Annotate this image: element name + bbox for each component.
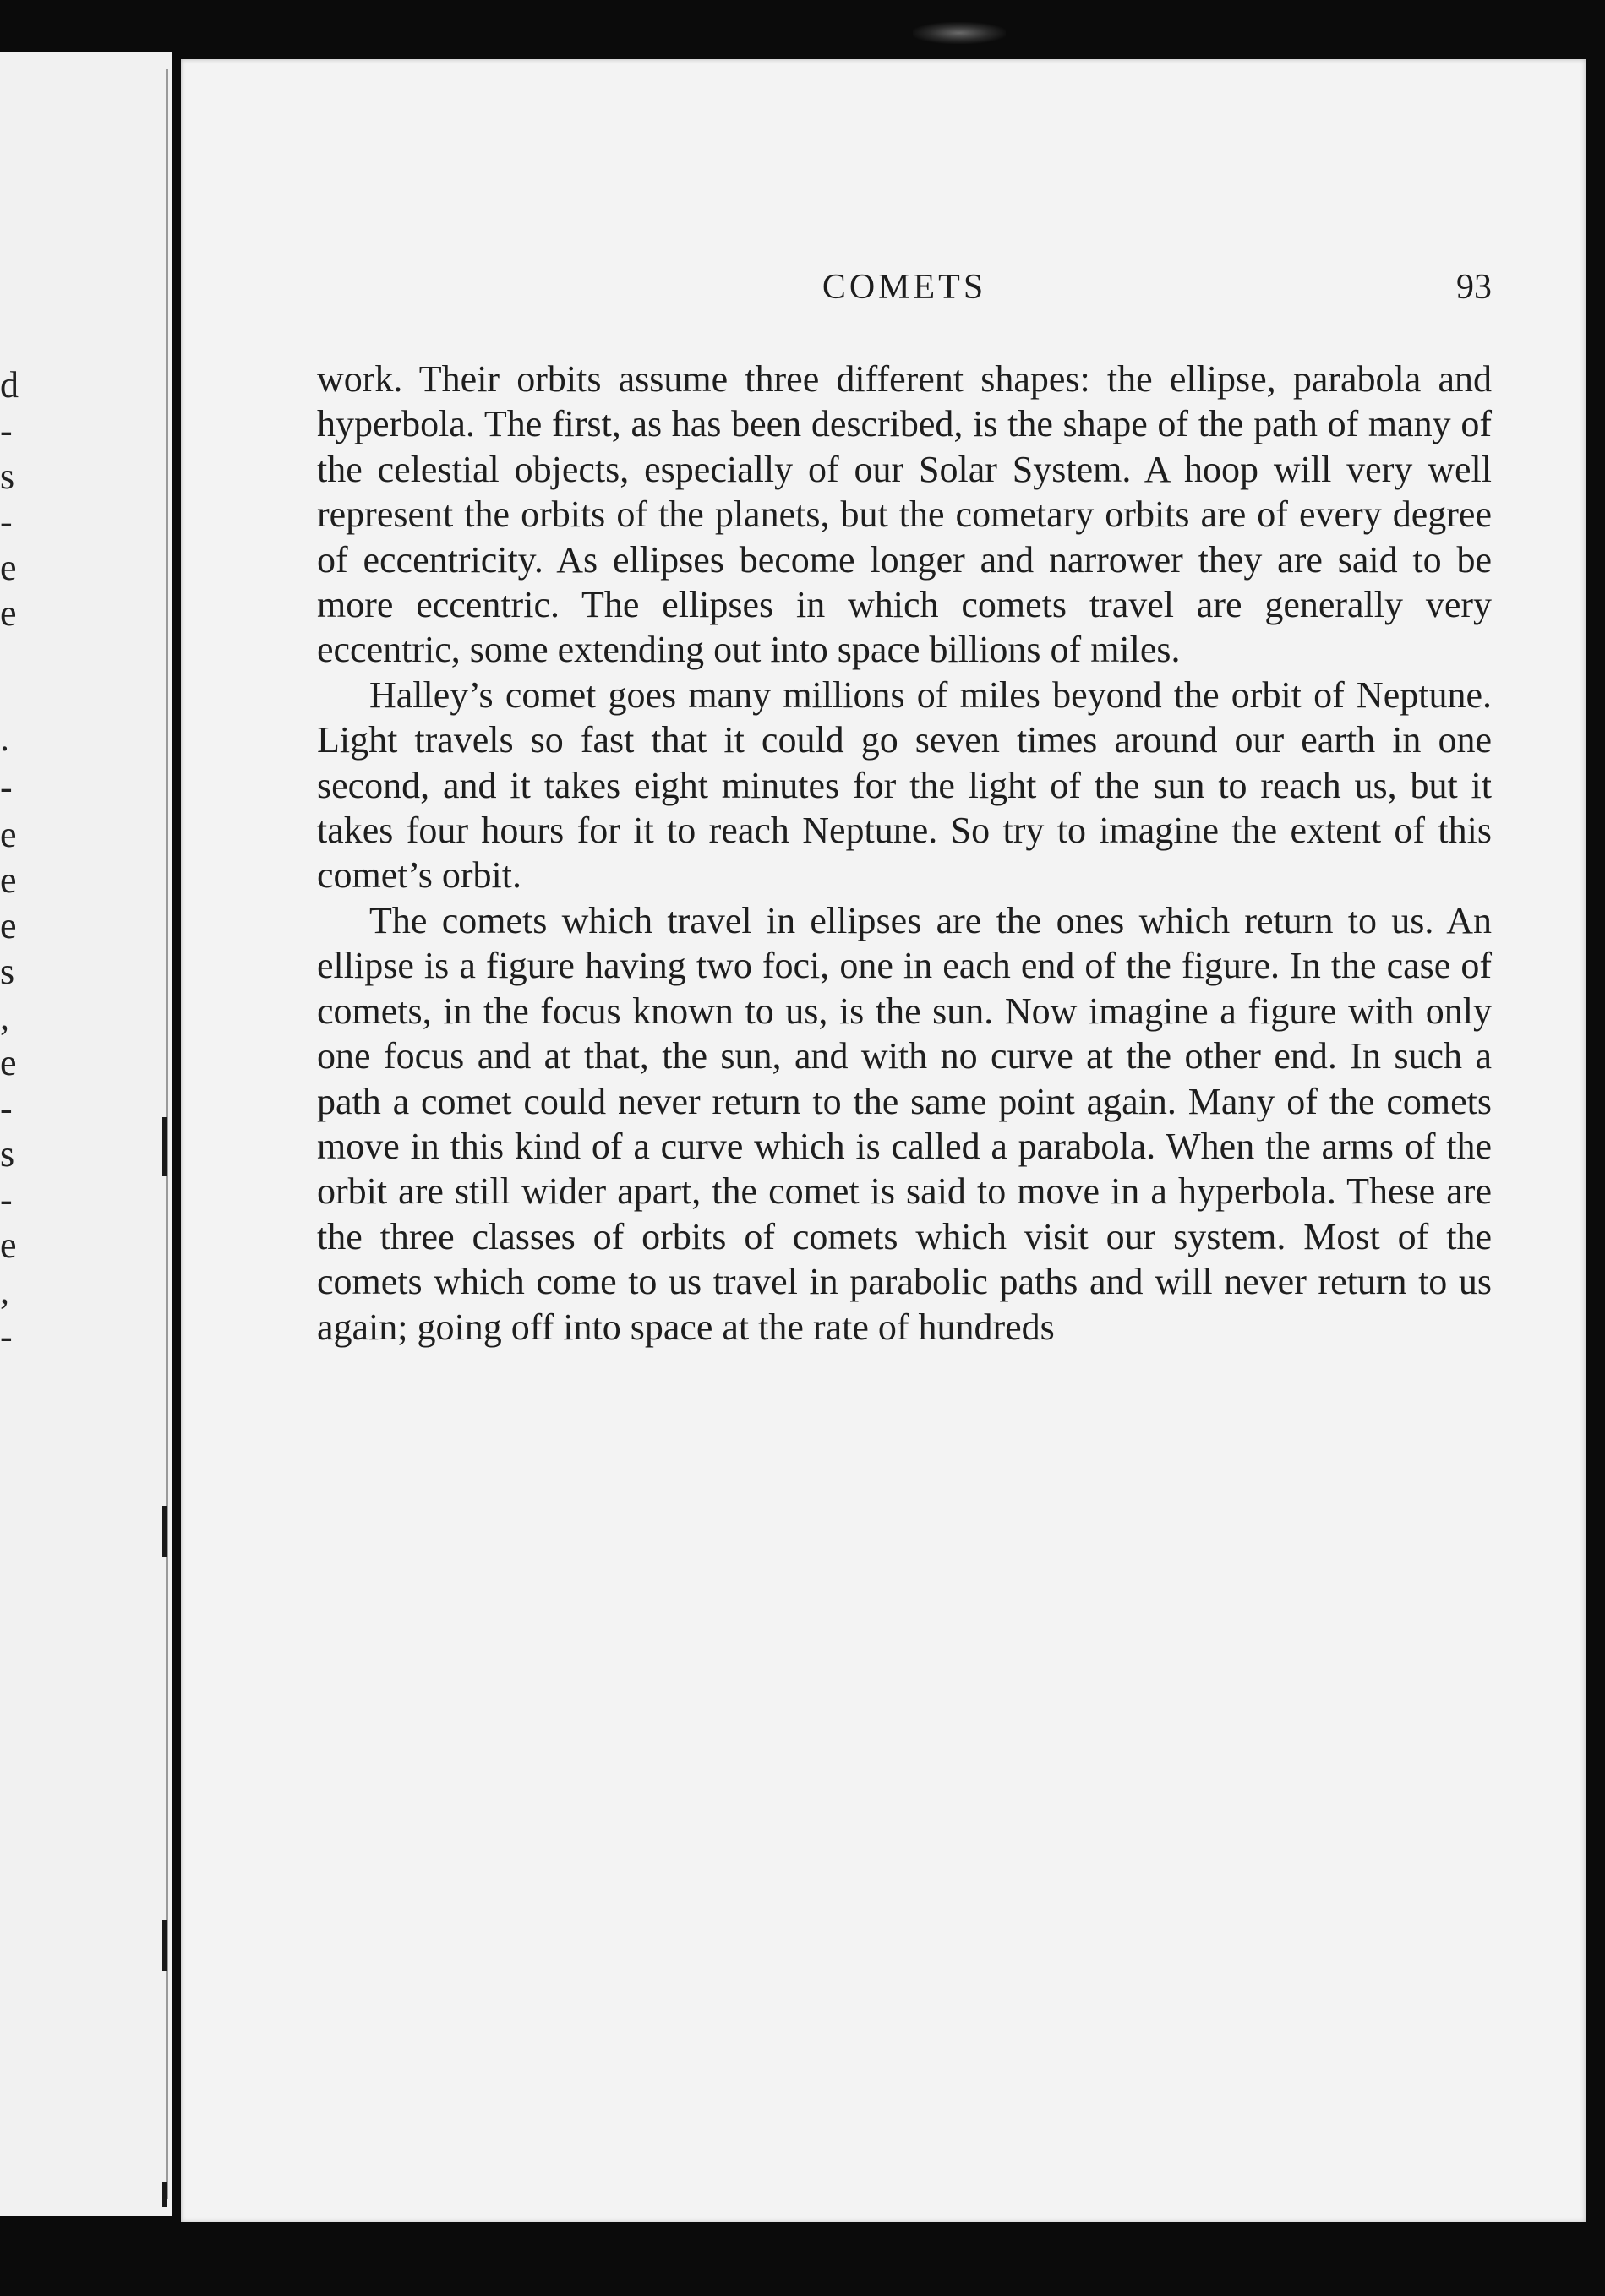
cut-off-letter: - <box>0 1088 13 1129</box>
binding-mark <box>162 2182 167 2207</box>
top-edge-smudge <box>913 22 1006 44</box>
book-page <box>181 59 1586 2222</box>
body-text <box>317 357 1492 1350</box>
paragraph: Halley’s comet goes many millions of miles beyond the orbit of Neptune. Light travels so fast that it could go seven times around our earth in one second, and it takes eight minutes for the light of the sun to reach us, but it takes four hours for it to reach Neptune. So try to imagine the extent of this comet’s orbit. <box>317 674 1492 897</box>
cut-off-letter: s <box>0 1133 15 1175</box>
cut-off-letter: . <box>0 717 9 759</box>
paragraph: The comets which travel in ellipses are the ones which return to us. An ellipse is a figure having two foci, one in each end of the figure. In the case of comets, in the focus known to us, is the sun. Now imagine a figure with only one focus and at that, the sun, and with no curve at the other end. In such a path a comet could never return to the same point again. Many of the comets move in this kind of a curve which is called a parabola. When the arms of the orbit are still wider apart, the comet is said to move in a hyperbola. These are the three classes of orbits of comets which visit our system. Most of the comets which come to us travel in parabolic paths and will never return to us again; going off into space at the rate of hundreds <box>317 899 1492 1348</box>
cut-off-letter: - <box>0 1179 13 1220</box>
cut-off-letter: d <box>0 364 19 406</box>
cut-off-letter: - <box>0 766 13 808</box>
page-number: 93 <box>1456 268 1492 307</box>
binding-mark <box>162 1117 167 1176</box>
cut-off-letter: e <box>0 547 17 588</box>
cut-off-letter: e <box>0 592 17 634</box>
cut-off-letter: - <box>0 410 13 451</box>
cut-off-letter: e <box>0 814 17 855</box>
cut-off-letter: , <box>0 996 9 1038</box>
cut-off-letter: s <box>0 951 15 992</box>
cut-off-letter: s <box>0 455 15 497</box>
binding-mark <box>162 1506 167 1557</box>
cut-off-letter: e <box>0 1224 17 1266</box>
cut-off-letter: , <box>0 1270 9 1312</box>
cut-off-letter: e <box>0 859 17 901</box>
previous-page-edge <box>0 52 172 2216</box>
binding-mark <box>162 1920 167 1971</box>
running-head <box>317 267 1492 318</box>
cut-off-letter: - <box>0 1316 13 1357</box>
paragraph: work. Their orbits assume three different shapes: the ellipse, parabola and hyperbola. The first, as has been described, is the shape of the path of many of the celestial objects, especially of our Solar System. A hoop will very well represent the orbits of the planets, but the cometary orbits are of every degree of eccentricity. As ellipses become longer and narrower they are said to be more eccentric. The ellipses in which comets travel are generally very eccentric, some extending out into space billions of miles. <box>317 358 1492 671</box>
cut-off-letter: e <box>0 905 17 946</box>
cut-off-letter: - <box>0 501 13 543</box>
cut-off-letter: e <box>0 1042 17 1083</box>
chapter-title: COMETS <box>822 268 987 307</box>
